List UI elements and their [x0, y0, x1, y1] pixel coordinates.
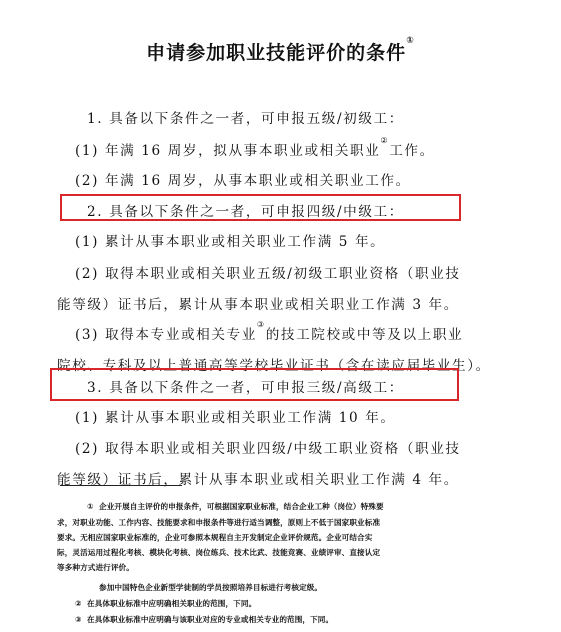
condition-heading-level-5: 1. 具备以下条件之一者，可申报五级/初级工：	[87, 111, 404, 127]
condition-item: (2) 取得本职业或相关职业四级/中级工职业资格（职业技	[75, 441, 461, 457]
footnote-2	[75, 598, 256, 609]
condition-item-continued: 能等级）证书后，累计从事本职业或相关职业工作满 4 年。	[57, 472, 459, 488]
footnote-separator	[60, 485, 182, 486]
footnote-mark-1: ①	[87, 502, 94, 511]
footnote-mark-2b: ②	[75, 599, 82, 608]
condition-item	[75, 136, 435, 159]
condition-text: (3) 取得本专业或相关专业	[75, 327, 257, 343]
footnote-text: 参加中国特色企业新型学徒制的学员按照培养目标进行考核定级。	[99, 583, 323, 592]
condition-heading-level-4: 2. 具备以下条件之一者，可申报四级/中级工：	[87, 204, 404, 220]
condition-text: 工作。	[389, 143, 435, 159]
footnote-text: 企业开展自主评价的申报条件，可根据国家职业标准，结合企业工种（岗位）特殊要	[99, 502, 384, 511]
condition-item: (2) 取得本职业或相关职业五级/初级工职业资格（职业技	[75, 266, 461, 282]
footnote-text: 求，对职业功能、工作内容、技能要求和申报条件等进行适当调整，原则上不低于国家职业标准	[57, 518, 381, 527]
footnote-mark-3: ③	[256, 320, 266, 329]
highlight-box-level-4	[60, 194, 461, 221]
footnote-text: 在具体职业标准中应明确与该职业对应的专业或相关专业的范围，下同。	[87, 615, 334, 624]
highlight-box-level-3	[50, 368, 459, 401]
condition-heading-level-3: 3. 具备以下条件之一者，可申报三级/高级工：	[87, 380, 404, 396]
title-text: 申请参加职业技能评价的条件	[146, 42, 407, 64]
page-title	[0, 38, 561, 65]
condition-item: (2) 年满 16 周岁，从事本职业或相关职业工作。	[75, 173, 411, 189]
condition-item-continued: 能等级）证书后，累计从事本职业或相关职业工作满 3 年。	[57, 297, 459, 313]
condition-item-continued: 院校、专科及以上普通高等学校毕业证书（含在读应届毕业生）。	[57, 358, 491, 374]
condition-item: (1) 累计从事本职业或相关职业工作满 5 年。	[75, 234, 386, 250]
footnote-text: 等多种方式进行评价。	[57, 563, 134, 572]
footnote-text: 要求。无相应国家职业标准的，企业可参照本规程自主开发制定企业评价规范。企业可结合实	[57, 533, 373, 542]
footnote-mark-3b: ③	[75, 615, 82, 624]
footnote-text: 际，灵活运用过程化考核、模块化考核、岗位练兵、技术比武、技能竞赛、业绩评审、直接认定	[57, 548, 381, 557]
condition-text: 的技工院校或中等及以上职业	[265, 327, 464, 343]
footnote-3	[75, 614, 333, 625]
title-footnote-mark: ①	[406, 36, 415, 46]
footnote-mark-2: ②	[380, 136, 390, 145]
footnote-text: 在具体职业标准中应明确相关职业的范围，下同。	[87, 599, 257, 608]
condition-text: (1) 年满 16 周岁，拟从事本职业或相关职业	[75, 143, 381, 159]
footnote-1	[87, 501, 384, 512]
condition-item	[75, 320, 464, 343]
condition-item: (1) 累计从事本职业或相关职业工作满 10 年。	[75, 410, 396, 426]
